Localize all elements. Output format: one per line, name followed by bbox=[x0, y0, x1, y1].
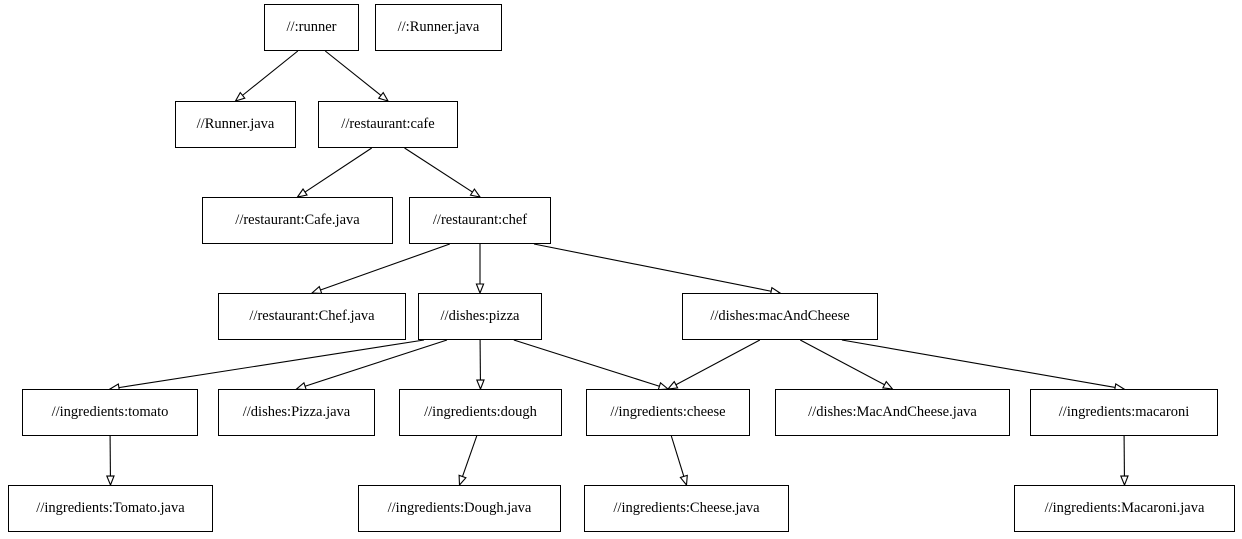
graph-node[interactable]: //ingredients:Dough.java bbox=[358, 485, 561, 532]
graph-edge bbox=[842, 340, 1115, 387]
graph-edge-arrowhead bbox=[236, 93, 245, 101]
graph-edge-arrowhead bbox=[680, 475, 687, 485]
graph-edge bbox=[119, 340, 424, 388]
graph-node[interactable]: //ingredients:macaroni bbox=[1030, 389, 1218, 436]
graph-edge-arrowhead bbox=[298, 189, 307, 197]
graph-edge bbox=[305, 148, 372, 192]
graph-edge-arrowhead bbox=[476, 284, 483, 293]
graph-node[interactable]: //ingredients:dough bbox=[399, 389, 562, 436]
graph-edge bbox=[320, 244, 449, 290]
graph-edge bbox=[671, 436, 684, 476]
graph-node[interactable]: //dishes:macAndCheese bbox=[682, 293, 878, 340]
graph-edge bbox=[305, 340, 447, 386]
graph-node[interactable]: //restaurant:Cafe.java bbox=[202, 197, 393, 244]
graph-edge bbox=[800, 340, 884, 385]
graph-edge bbox=[405, 148, 473, 192]
graph-edge-arrowhead bbox=[470, 189, 480, 197]
graph-edge bbox=[676, 340, 760, 385]
graph-edge-arrowhead bbox=[1121, 476, 1128, 485]
graph-edge-arrowhead bbox=[459, 475, 466, 485]
graph-edge bbox=[325, 51, 381, 95]
graph-edge-arrowhead bbox=[883, 382, 893, 389]
graph-node[interactable]: //:runner bbox=[264, 4, 359, 51]
graph-edge bbox=[243, 51, 298, 95]
graph-node[interactable]: //restaurant:Chef.java bbox=[218, 293, 406, 340]
graph-node[interactable]: //ingredients:Macaroni.java bbox=[1014, 485, 1235, 532]
graph-edge-arrowhead bbox=[668, 382, 678, 389]
graph-node[interactable]: //ingredients:Cheese.java bbox=[584, 485, 789, 532]
graph-node[interactable]: //Runner.java bbox=[175, 101, 296, 148]
graph-edge bbox=[514, 340, 660, 386]
graph-node[interactable]: //dishes:pizza bbox=[418, 293, 542, 340]
graph-node[interactable]: //dishes:MacAndCheese.java bbox=[775, 389, 1010, 436]
graph-node[interactable]: //dishes:Pizza.java bbox=[218, 389, 375, 436]
graph-node[interactable]: //ingredients:tomato bbox=[22, 389, 198, 436]
graph-node[interactable]: //:Runner.java bbox=[375, 4, 502, 51]
graph-node[interactable]: //ingredients:cheese bbox=[586, 389, 750, 436]
graph-node[interactable]: //ingredients:Tomato.java bbox=[8, 485, 213, 532]
graph-node[interactable]: //restaurant:chef bbox=[409, 197, 551, 244]
graph-edge-arrowhead bbox=[477, 380, 484, 389]
graph-node[interactable]: //restaurant:cafe bbox=[318, 101, 458, 148]
graph-edge bbox=[462, 436, 476, 477]
graph-edge-arrowhead bbox=[107, 476, 114, 485]
graph-edge bbox=[534, 244, 771, 291]
graph-edge-arrowhead bbox=[379, 93, 388, 101]
